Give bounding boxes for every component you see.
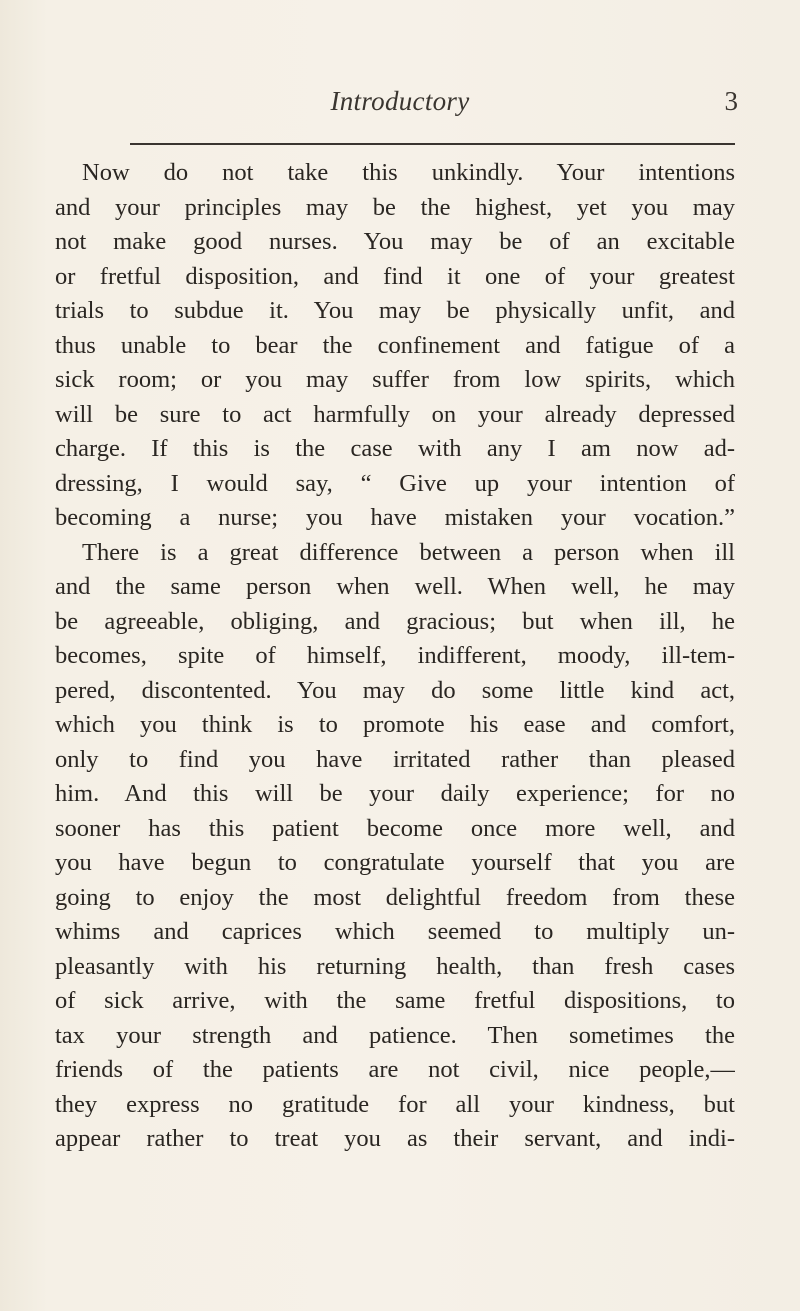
text-line: you have begun to congratulate yourself that you are — [55, 849, 735, 876]
text-line: going to enjoy the most delightful freedom from these — [55, 883, 735, 911]
text-line: tax your strength and patience. Then sometimes the — [55, 1021, 735, 1049]
text-line: sooner has this patient become once more well, and — [55, 814, 735, 842]
text-line: him. And this will be your daily experience; for no — [55, 780, 735, 807]
text-line: thus unable to bear the confinement and fatigue of a — [55, 331, 735, 359]
text-line: only to find you have irritated rather than pleased — [55, 745, 735, 773]
text-line: dressing, I would say, “ Give up your intention of — [55, 469, 735, 497]
text-line: and your principles may be the highest, yet you may — [55, 193, 735, 221]
text-line: of sick arrive, with the same fretful dispositions, to — [55, 987, 735, 1014]
page-number: 3 — [724, 86, 738, 116]
text-line: and the same person when well. When well, he may — [55, 573, 735, 600]
text-line: will be sure to act harmfully on your already depressed — [55, 400, 735, 428]
text-line: not make good nurses. You may be of an excitable — [55, 228, 735, 255]
text-line: pered, discontented. You may do some little kind act, — [55, 676, 735, 704]
text-line: becoming a nurse; you have mistaken your vocation.” — [55, 504, 735, 531]
text-line: appear rather to treat you as their servant, and indi- — [55, 1125, 735, 1152]
running-head — [0, 86, 800, 126]
text-line: trials to subdue it. You may be physically unfit, and — [55, 297, 735, 324]
running-title: Introductory — [330, 86, 470, 116]
text-line: Now do not take this unkindly. Your intentions — [82, 159, 735, 186]
text-line: There is a great difference between a person when ill — [82, 538, 735, 566]
text-line: becomes, spite of himself, indifferent, moody, ill-tem- — [55, 642, 735, 669]
text-line: whims and caprices which seemed to multiply un- — [55, 918, 735, 945]
header-rule — [130, 143, 735, 145]
text-line: which you think is to promote his ease and comfort, — [55, 711, 735, 738]
text-line: be agreeable, obliging, and gracious; but when ill, he — [55, 607, 735, 635]
body-text — [55, 156, 735, 1157]
text-line: pleasantly with his returning health, than fresh cases — [55, 952, 735, 980]
text-line: friends of the patients are not civil, nice people,— — [55, 1056, 735, 1083]
text-line: or fretful disposition, and find it one of your greatest — [55, 262, 735, 290]
text-line: they express no gratitude for all your kindness, but — [55, 1090, 735, 1118]
text-line: charge. If this is the case with any I am now ad- — [55, 435, 735, 462]
text-line: sick room; or you may suffer from low spirits, which — [55, 366, 735, 393]
